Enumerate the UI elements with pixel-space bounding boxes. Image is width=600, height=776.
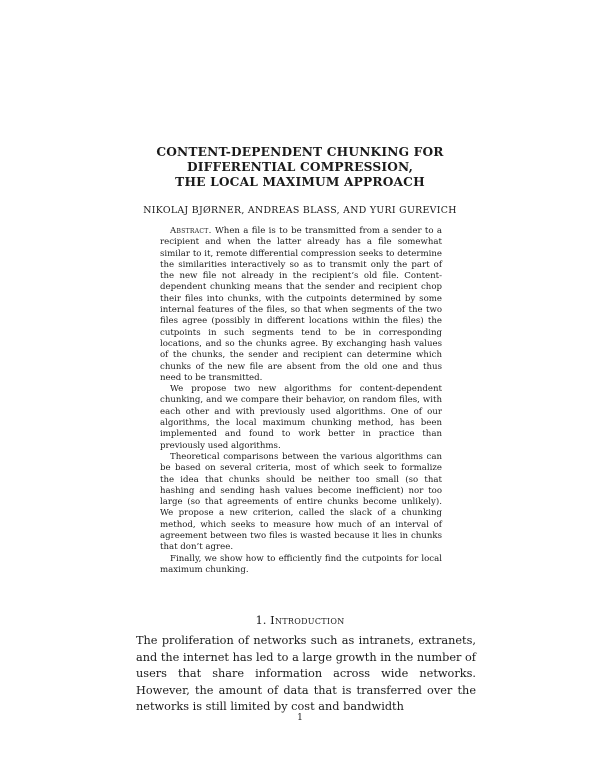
abstract-paragraph-1 [160,226,442,384]
author-list: NIKOLAJ BJØRNER, ANDREAS BLASS, AND YURI GUREVICH [143,205,457,216]
paper-title [100,145,500,190]
abstract-label: Abstract. [170,226,212,236]
title-line-3: THE LOCAL MAXIMUM APPROACH [175,175,425,189]
title-line-1: CONTENT-DEPENDENT CHUNKING FOR [156,145,444,159]
body-text [136,633,476,716]
body-paragraph-1: The proliferation of networks such as intranets, extranets, and the internet has led to a large growth in the number of users that share information across wide networks. However, the amount of data that is transferred over the networks is still limited by cost and bandwidth [136,634,476,713]
title-line-2: DIFFERENTIAL COMPRESSION, [186,160,414,174]
abstract-paragraph-2: We propose two new algorithms for content-dependent chunking, and we compare their behavior, on random files, with each other and with previously used algorithms. One of our algorithms, the local maximum chunking method, has been implemented and found to work better in practice than previously used algorithms. [160,384,442,451]
abstract-paragraph-1-text: When a file is to be transmitted from a sender to a recipient and when the latter already has a file somewhat similar to it, remote differential compression seeks to determine the similarities interactively so as to transmit only the part of the new file not already in the recipient’s old file. Content-dependent chunking means that the sender and recipient chop their files into chunks, with the cutpoints determined by some internal features of the files, so that when segments of the two files agree (possibly in different locations within the files) the cutpoints in such segments tend to be in corresponding locations, and so the chunks agree. By exchanging hash values of the chunks, the sender and recipient can determine which chunks of the new file are absent from the old one and thus need to be transmitted. [160,226,442,383]
page-number: 1 [297,713,303,723]
section-heading [100,613,500,627]
abstract [160,226,442,576]
abstract-paragraph-4: Finally, we show how to efficiently find the cutpoints for local maximum chunking. [160,553,442,575]
section-number: 1. [255,613,267,627]
section-title: Introduction [270,613,345,627]
abstract-paragraph-3: Theoretical comparisons between the various algorithms can be based on several criteria, most of which seek to formalize the idea that chunks should be neither too small (so that hashing and sending hash values become inefficient) nor too large (so that agreements of entire chunks become unlikely). We propose a new criterion, called the slack of a chunking method, which seeks to measure how much of an interval of agreement between two files is wasted because it lies in chunks that don’t agree. [160,451,442,553]
